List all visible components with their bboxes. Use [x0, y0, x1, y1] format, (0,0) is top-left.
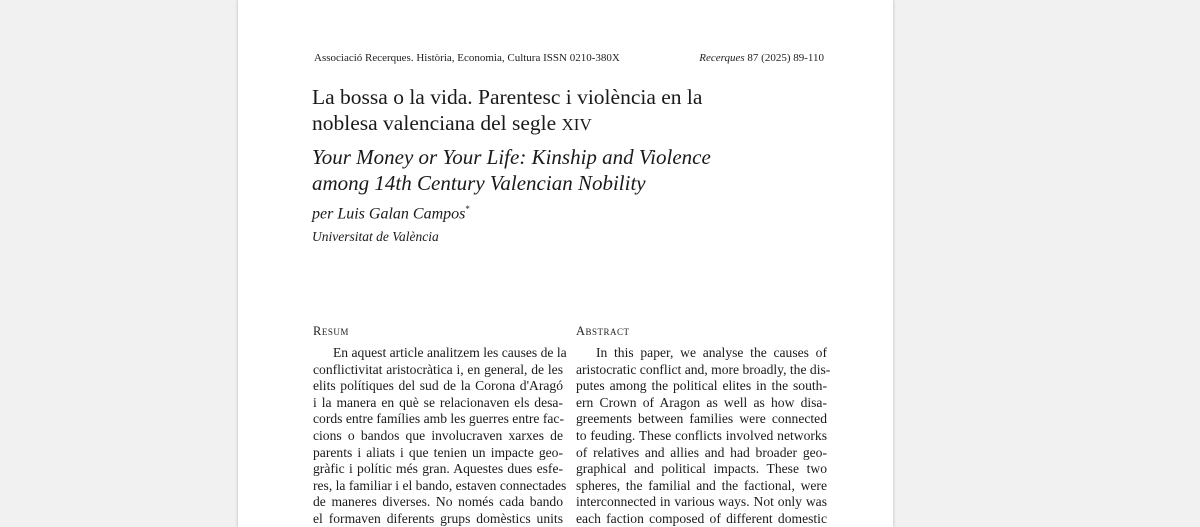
- author-footnote-mark: *: [465, 204, 470, 214]
- title-en-line1: Your Money or Your Life: Kinship and Violence: [312, 145, 711, 169]
- abstract-line: to feuding. These conflicts involved networks: [576, 427, 827, 443]
- abstract-line: ern Crown of Aragon as well as how disa-: [576, 394, 827, 410]
- article-title-english: [312, 144, 832, 196]
- resum-line: elits polítiques del sud de la Corona d'Aragó: [313, 378, 563, 394]
- article-title-catalan: [312, 84, 792, 138]
- resum-line: En aquest article analitzem les causes de la: [333, 345, 567, 360]
- resum-line: parents i aliats i que tenien un impacte geo-: [313, 444, 563, 460]
- resum-heading: Resum: [313, 324, 349, 338]
- resum-line: el formaven diferents grups domèstics units: [313, 510, 563, 526]
- abstract-heading: Abstract: [576, 324, 630, 338]
- author-name: per Luis Galan Campos: [312, 205, 466, 223]
- journal-issue-pages: 87 (2025) 89-110: [744, 52, 824, 64]
- abstract-line: graphical and political impacts. These two: [576, 461, 827, 477]
- resum-line: gràfic i polític més gran. Aquestes dues esfe-: [313, 461, 563, 477]
- abstract-line: spheres, the familial and the factional, were: [576, 477, 827, 493]
- abstract-line: putes among the political elites in the south-: [576, 378, 827, 394]
- resum-line: i la manera en què se relacionaven els desa-: [313, 394, 563, 410]
- journal-name: Recerques: [699, 52, 745, 64]
- resum-line: cions o bandos que involucraven xarxes de: [313, 427, 563, 443]
- title-ca-line1: La bossa o la vida. Parentesc i violència en la: [312, 85, 703, 109]
- journal-header-left: Associació Recerques. Història, Economia, Cultura ISSN 0210-380X: [314, 52, 620, 64]
- journal-header-right: [699, 52, 824, 64]
- title-ca-century: XIV: [561, 115, 592, 134]
- resum-body: [313, 345, 567, 527]
- abstract-body: [576, 345, 831, 527]
- resum-line: cords entre famílies amb les guerres entre fac-: [313, 411, 564, 427]
- abstract-line: In this paper, we analyse the causes of: [596, 345, 827, 360]
- paper-page: [238, 0, 893, 527]
- abstract-line: interconnected in various ways. Not only was: [576, 494, 827, 510]
- abstract-line: each faction composed of different domestic: [576, 510, 827, 526]
- abstract-line: of relatives and allies and had broader geo-: [576, 444, 827, 460]
- resum-line: de maneres diverses. No només cada bando: [313, 494, 563, 510]
- abstract-line: aristocratic conflict and, more broadly, the dis-: [576, 361, 831, 377]
- resum-line: conflictivitat aristocràtica i, en general, de les: [313, 361, 563, 377]
- title-ca-line2: noblesa valenciana del segle: [312, 111, 562, 135]
- abstract-line: greements between families were connected: [576, 411, 827, 427]
- author-line: [312, 204, 470, 223]
- resum-line: res, la familiar i el bando, estaven connectades: [313, 477, 567, 493]
- author-affiliation: Universitat de València: [312, 229, 439, 244]
- title-en-line2: among 14th Century Valencian Nobility: [312, 171, 646, 195]
